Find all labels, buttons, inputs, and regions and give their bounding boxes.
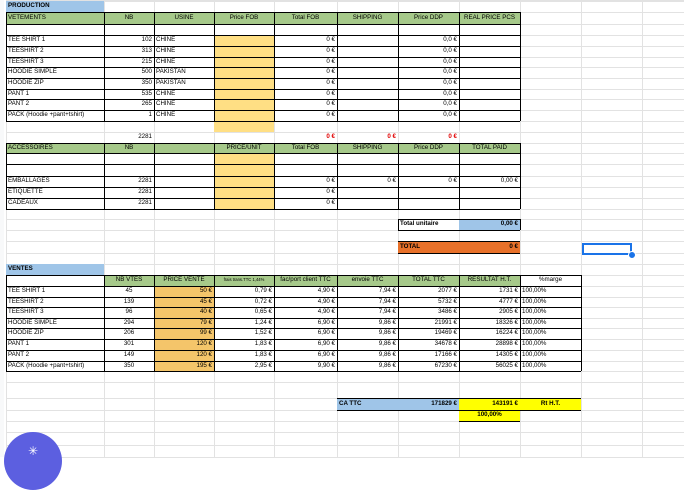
ventes-row-envoie[interactable]: 9,86 € [378,340,396,348]
accessoires-border [6,143,7,209]
ventes-row-price[interactable]: 79 € [199,318,212,326]
ventes-row-price[interactable]: 120 € [196,340,212,348]
ventes-row-total[interactable]: 34678 € [434,340,457,348]
assistant-button[interactable] [4,432,62,490]
accessoires-border [337,143,338,209]
accessoires-header-1[interactable]: NB [124,143,134,151]
ventes-border [398,275,399,371]
accessoires-header-0[interactable]: ACCESSOIRES [8,143,53,151]
ventes-border [6,318,581,319]
accessoires-row-total-fob[interactable]: 0 € [326,199,335,207]
accessoires-border [459,143,460,209]
grid-row-line [6,421,684,422]
production-row-nb[interactable]: 313 [141,47,152,55]
ventes-row-marge[interactable]: 100,00% [522,340,547,348]
ventes-row-envoie[interactable]: 9,86 € [378,361,396,369]
ventes-row-fac[interactable]: 6,90 € [317,329,335,337]
ventes-row-resultat[interactable]: 56025 € [495,361,518,369]
production-row-nb[interactable]: 535 [141,89,152,97]
accessoires-border [6,143,520,144]
production-row-usine[interactable]: CHINE [156,100,176,108]
ventes-row-fac[interactable]: 6,90 € [317,318,335,326]
accessoires-row-name[interactable]: EMBALLAGES [8,177,50,185]
accessoires-row-name[interactable]: CADEAUX [8,199,38,207]
production-row-total-fob[interactable]: 0 € [326,68,335,76]
production-row-total-fob[interactable]: 0 € [326,89,335,97]
production-border [6,78,520,79]
ventes-header-0[interactable]: NB VTES [115,276,143,284]
price-unit-inputs [214,153,274,209]
production-header-6[interactable]: Price DDP [414,13,443,21]
ventes-row-envoie[interactable]: 7,94 € [378,308,396,316]
ventes-row-frais[interactable]: 1,24 € [254,318,272,326]
production-row-name[interactable]: PANT 1 [8,89,30,97]
ventes-row-total[interactable]: 17166 € [434,351,457,359]
price-fob-inputs [214,35,274,132]
accessoires-border [6,176,520,177]
ventes-border [104,275,105,371]
production-row-price-ddp[interactable]: 0,0 € [443,57,457,65]
grid-row-line [6,230,684,231]
ventes-row-marge[interactable]: 100,00% [522,318,547,326]
production-border [154,12,155,121]
accessoires-row-nb[interactable]: 2281 [138,177,152,185]
accessoires-header-3[interactable]: PRICE/UNIT [226,143,262,151]
fill-handle[interactable] [628,251,636,259]
ventes-row-name[interactable]: TEE SHIRT 1 [8,287,46,295]
accessoires-border [520,143,521,209]
grid-row-line [6,241,684,242]
total-value[interactable]: 0 € [509,242,518,250]
production-row-price-ddp[interactable]: 0,0 € [443,47,457,55]
ventes-row-frais[interactable]: 1,52 € [254,329,272,337]
production-row-name[interactable]: TEESHIRT 3 [8,57,44,65]
production-total-nb[interactable]: 2281 [138,133,152,141]
ventes-header-6[interactable]: RESULTAT H.T. [467,276,512,284]
ventes-border [520,275,521,371]
ventes-row-name[interactable]: HOODIE SIMPLE [8,318,57,326]
ventes-row-nb[interactable]: 139 [123,297,135,305]
ventes-header-7[interactable]: %marge [538,276,563,284]
total-border [398,219,520,220]
ventes-row-envoie[interactable]: 9,86 € [378,351,396,359]
total-unitaire-label[interactable]: Total unitaire [400,220,439,228]
ventes-border [274,275,275,371]
ventes-row-envoie[interactable]: 7,94 € [378,297,396,305]
ventes-row-envoie[interactable]: 9,86 € [378,318,396,326]
total-border [398,253,520,254]
ca-border [337,410,581,411]
ventes-row-price[interactable]: 45 € [199,297,212,305]
production-row-nb[interactable]: 215 [141,57,152,65]
accessoires-border [104,143,105,209]
production-row-name[interactable]: HOODIE SIMPLE [8,68,57,76]
ventes-row-total[interactable]: 5732 € [438,297,457,305]
total-label[interactable]: TOTAL [400,242,421,250]
accessoires-row-total-fob[interactable]: 0 € [326,177,335,185]
production-row-nb[interactable]: 350 [141,79,152,87]
accessoires-row-price-ddp[interactable]: 0 € [448,177,457,185]
ventes-border [6,307,581,308]
ventes-row-marge[interactable]: 100,00% [522,287,547,295]
ventes-header-4[interactable]: envoie TTC [351,276,384,284]
ventes-border [6,297,581,298]
production-row-usine[interactable]: CHINE [156,47,176,55]
production-row-name[interactable]: PACK (Hoodie +pant+tshirt) [8,111,85,119]
accessoires-header-4[interactable]: Total FOB [291,143,320,151]
ventes-row-nb[interactable]: 149 [123,351,135,359]
ventes-row-resultat[interactable]: 28898 € [495,340,518,348]
production-row-price-ddp[interactable]: 0,0 € [443,68,457,76]
production-title[interactable]: PRODUCTION [8,2,50,10]
ventes-row-price[interactable]: 40 € [199,308,212,316]
result-value[interactable]: 143191 € [492,399,518,407]
ventes-border [6,350,581,351]
grid-row-line [6,432,684,433]
ventes-row-envoie[interactable]: 7,94 € [378,287,396,295]
ventes-row-resultat[interactable]: 1731 € [499,287,518,295]
production-row-total-fob[interactable]: 0 € [326,36,335,44]
production-row-usine[interactable]: CHINE [156,57,176,65]
ventes-border [459,275,460,371]
ventes-row-total[interactable]: 19469 € [434,329,457,337]
ventes-row-resultat[interactable]: 2905 € [499,308,518,316]
ventes-row-resultat[interactable]: 14305 € [495,351,518,359]
ventes-header-3[interactable]: fac/port client TTC [280,276,331,284]
ventes-row-fac[interactable]: 4,90 € [317,297,335,305]
ventes-row-frais[interactable]: 0,65 € [254,308,272,316]
ventes-row-name[interactable]: TEESHIRT 3 [8,308,44,316]
ventes-row-name[interactable]: PANT 1 [8,340,30,348]
ventes-row-nb[interactable]: 96 [125,308,133,316]
grid-row-line [6,1,684,2]
accessoires-header-2[interactable] [154,143,214,153]
production-border [6,12,7,121]
production-row-total-fob[interactable]: 0 € [326,111,335,119]
ventes-row-resultat[interactable]: 16224 € [495,329,518,337]
ventes-row-frais[interactable]: 1,83 € [254,340,272,348]
ventes-row-frais[interactable]: 0,79 € [254,287,272,295]
production-total-fob[interactable]: 0 € [326,133,335,141]
ventes-row-marge[interactable]: 100,00% [522,351,547,359]
production-border [398,12,399,121]
production-border [459,12,460,121]
grid-row-line [6,445,684,446]
accessoires-border [6,187,520,188]
accessoires-border [6,209,520,210]
production-row-price-ddp[interactable]: 0,0 € [443,111,457,119]
accessoires-row-total-fob[interactable]: 0 € [326,188,335,196]
production-row-total-fob[interactable]: 0 € [326,47,335,55]
grid-row-line [6,219,684,220]
ventes-border [6,275,7,371]
ventes-row-nb[interactable]: 45 [125,287,133,295]
ca-value[interactable]: 171829 € [431,399,457,407]
production-row-nb[interactable]: 102 [141,36,152,44]
ventes-row-resultat[interactable]: 4777 € [499,297,518,305]
accessoires-border [6,198,520,199]
ventes-border [214,275,215,371]
production-row-total-fob[interactable]: 0 € [326,79,335,87]
production-row-price-ddp[interactable]: 0,0 € [443,89,457,97]
production-border [6,35,520,36]
accessoires-border [398,143,399,209]
ventes-row-price[interactable]: 99 € [199,329,212,337]
ventes-header-1[interactable]: PRICE VENTE [163,276,205,284]
production-header-2[interactable]: USINE [174,13,194,21]
ventes-row-name[interactable]: HOODIE ZIP [8,329,44,337]
ventes-border [6,328,581,329]
production-header-7[interactable]: REAL PRICE PCS [463,13,515,21]
production-row-price-ddp[interactable]: 0,0 € [443,79,457,87]
ca-label[interactable]: CA TTC [339,399,362,407]
ventes-row-fac[interactable]: 4,90 € [317,308,335,316]
accessoires-header-6[interactable]: Price DDP [414,143,443,151]
accessoires-border [214,143,215,209]
production-header-1[interactable]: NB [124,13,134,21]
ventes-row-nb[interactable]: 294 [123,318,135,326]
ventes-row-fac[interactable]: 6,90 € [317,351,335,359]
ventes-row-fac[interactable]: 4,90 € [317,287,335,295]
accessoires-row-total-paid[interactable]: 0,00 € [500,177,518,185]
production-row-usine[interactable]: PAKISTAN [156,68,186,76]
ventes-row-resultat[interactable]: 18326 € [495,318,518,326]
production-row-nb[interactable]: 265 [141,100,152,108]
production-row-usine[interactable]: CHINE [156,89,176,97]
ventes-header-5[interactable]: TOTAL TTC [412,276,445,284]
ventes-row-total[interactable]: 2077 € [438,287,457,295]
ventes-border [6,286,581,287]
production-row-price-ddp[interactable]: 0,0 € [443,100,457,108]
ventes-row-name[interactable]: PANT 2 [8,351,30,359]
accessoires-row-nb[interactable]: 2281 [138,199,152,207]
ventes-border [6,275,581,276]
accessoires-row-nb[interactable]: 2281 [138,188,152,196]
ventes-row-fac[interactable]: 9,90 € [317,361,335,369]
production-border [6,12,520,13]
ventes-row-name[interactable]: TEESHIRT 2 [8,297,44,305]
ventes-row-total[interactable]: 67230 € [434,361,457,369]
ventes-row-total[interactable]: 3486 € [438,308,457,316]
production-row-name[interactable]: HOODIE ZIP [8,79,44,87]
ventes-row-frais[interactable]: 2,95 € [254,361,272,369]
production-border [6,89,520,90]
ventes-row-price[interactable]: 120 € [196,351,212,359]
selected-cell[interactable] [582,243,632,255]
marge-total[interactable]: 100,00% [477,411,502,419]
ventes-border [6,339,581,340]
ventes-row-price[interactable]: 50 € [199,287,212,295]
production-header-0[interactable]: VETEMENTS [8,13,46,21]
production-border [6,24,520,25]
grid-col-line [581,0,582,457]
production-total-price-ddp[interactable]: 0 € [448,133,457,141]
ca-border [459,421,520,422]
ventes-header-2[interactable]: frais trans.TTC 1,44% [223,277,265,283]
accessoires-header-5[interactable]: SHIPPING [352,143,383,151]
grid-row-line [6,382,684,383]
production-border [337,12,338,121]
ventes-row-marge[interactable]: 100,00% [522,297,547,305]
ventes-row-marge[interactable]: 100,00% [522,361,547,369]
production-row-usine[interactable]: PAKISTAN [156,79,186,87]
production-header-3[interactable]: Price FOB [229,13,259,21]
total-border [520,219,521,230]
ventes-border [337,275,338,371]
production-row-usine[interactable]: CHINE [156,36,176,44]
production-header-4[interactable]: Total FOB [291,13,320,21]
total-border [398,241,520,242]
ventes-title[interactable]: VENTES [8,265,33,273]
production-border [6,67,520,68]
production-border [214,12,215,121]
ventes-row-envoie[interactable]: 9,86 € [378,329,396,337]
production-row-total-fob[interactable]: 0 € [326,57,335,65]
grid-row-line [6,457,684,458]
production-border [520,12,521,121]
production-border [6,46,520,47]
production-row-name[interactable]: PANT 2 [8,100,30,108]
ventes-row-nb[interactable]: 206 [123,329,135,337]
total-border [398,230,520,231]
ca-border [337,398,581,399]
total-unitaire-value[interactable]: 0,00 € [500,220,518,228]
accessoires-row-shipping[interactable]: 0 € [387,177,396,185]
production-border [6,121,520,122]
accessoires-row-name[interactable]: ETIQUETTE [8,188,43,196]
accessoires-border [154,143,155,209]
grid-col-line [642,0,643,457]
ventes-border [581,275,582,371]
production-row-name[interactable]: TEE SHIRT 1 [8,36,46,44]
accessoires-border [274,143,275,209]
ventes-border [154,275,155,371]
ventes-row-marge[interactable]: 100,00% [522,308,547,316]
ventes-border [6,361,581,362]
production-border [6,99,520,100]
production-border [274,12,275,121]
ventes-row-nb[interactable]: 301 [123,340,135,348]
total-border [398,219,399,230]
ventes-row-total[interactable]: 21991 € [434,318,457,326]
production-total-shipping[interactable]: 0 € [387,133,396,141]
production-row-usine[interactable]: CHINE [156,111,176,119]
production-row-price-ddp[interactable]: 0,0 € [443,36,457,44]
accessoires-border [6,153,520,154]
production-row-total-fob[interactable]: 0 € [326,100,335,108]
ventes-row-price[interactable]: 195 € [196,361,212,369]
rt-label[interactable]: Rt H.T. [540,399,561,407]
ventes-row-frais[interactable]: 1,83 € [254,351,272,359]
production-row-name[interactable]: TEESHIRT 2 [8,47,44,55]
ventes-row-frais[interactable]: 0,72 € [254,297,272,305]
production-border [104,12,105,121]
accessoires-header-7[interactable]: TOTAL PAID [472,143,507,151]
production-row-nb[interactable]: 500 [141,68,152,76]
ventes-row-fac[interactable]: 6,90 € [317,340,335,348]
production-row-nb[interactable]: 1 [148,111,152,119]
production-border [6,57,520,58]
production-border [6,110,520,111]
ventes-row-nb[interactable]: 350 [123,361,135,369]
accessoires-border [6,164,520,165]
ventes-row-marge[interactable]: 100,00% [522,329,547,337]
production-header-5[interactable]: SHIPPING [352,13,383,21]
ventes-border [6,371,581,372]
ventes-row-name[interactable]: PACK (Hoodie +pant+tshirt) [8,361,85,369]
grid-row-line [6,264,684,265]
sparkle-icon: ✳ [27,444,39,458]
